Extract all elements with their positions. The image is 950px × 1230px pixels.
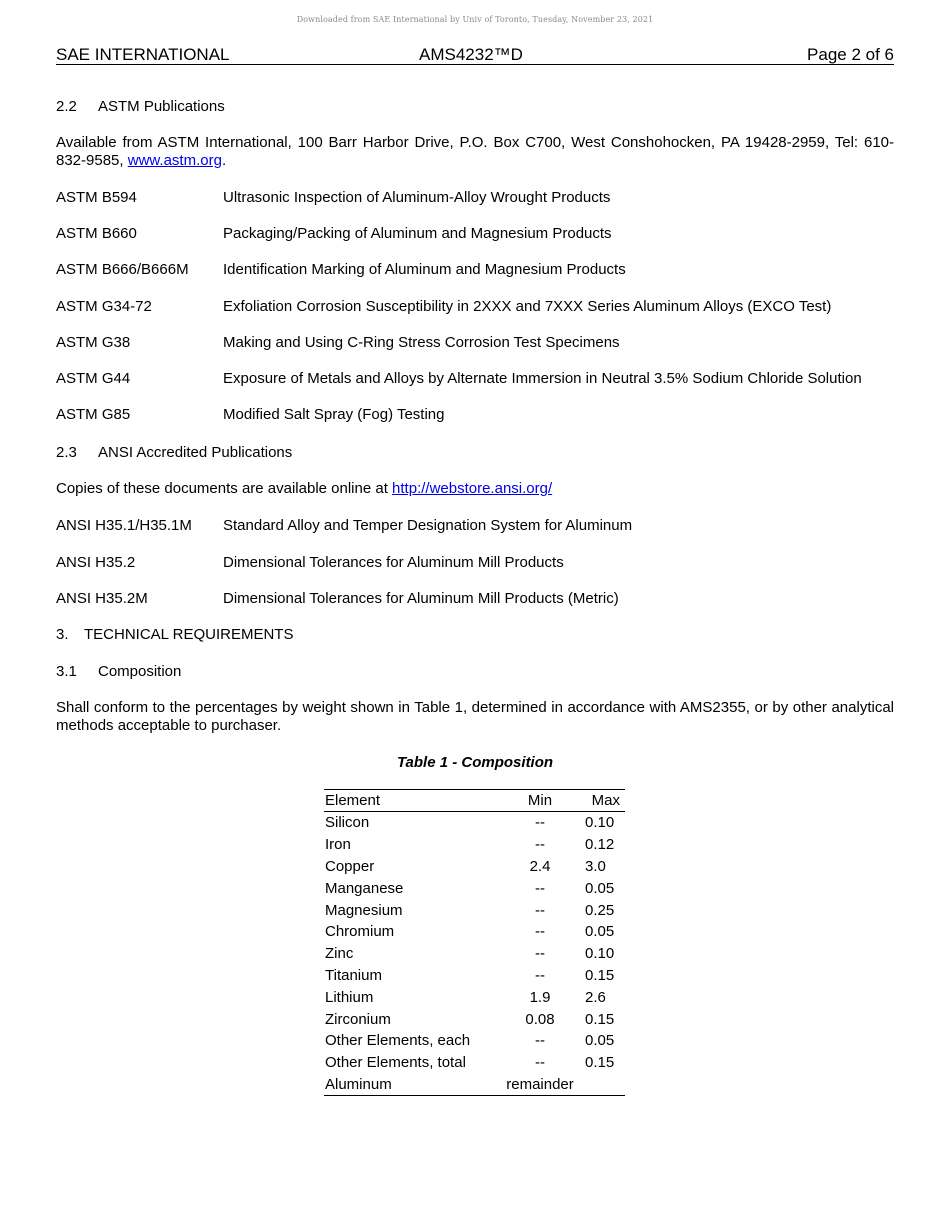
table-row [324, 1074, 625, 1096]
reference-code: ANSI H35.1/H35.1M [56, 517, 192, 534]
reference-title: Modified Salt Spray (Fog) Testing [223, 406, 445, 424]
table-header-row [324, 790, 625, 812]
cell-max: 0.10 [585, 945, 615, 963]
cell-max: 0.15 [585, 1054, 615, 1072]
cell-element: Manganese [325, 879, 404, 897]
header-document-number: AMS4232™D [419, 45, 523, 64]
table-row [324, 1008, 625, 1030]
astm-availability-paragraph [56, 134, 894, 170]
table-row [324, 1030, 625, 1052]
cell-max: 2.6 [585, 988, 606, 1006]
reference-row [56, 406, 445, 423]
table-row [324, 877, 625, 899]
table-row [324, 986, 625, 1008]
table-row [324, 899, 625, 921]
cell-max [583, 1074, 625, 1096]
cell-max: 0.15 [585, 966, 615, 984]
astm-website-link[interactable]: www.astm.org [127, 152, 222, 169]
reference-row [56, 370, 862, 387]
cell-min: -- [535, 1032, 545, 1050]
table-row [324, 965, 625, 987]
download-watermark: Downloaded from SAE International by Univ of Toronto, Tuesday, November 23, 2021 [296, 15, 654, 24]
table-1-title: Table 1 - Composition [396, 754, 554, 771]
section-3-1-heading [56, 663, 181, 680]
cell-max: 0.05 [585, 1032, 615, 1050]
table-row [324, 943, 625, 965]
cell-element: Chromium [325, 923, 395, 941]
cell-max: 0.05 [585, 923, 615, 941]
reference-row [56, 590, 619, 607]
column-header-element: Element [324, 790, 497, 812]
table-row [324, 812, 625, 834]
section-number: 3. [56, 626, 69, 643]
ansi-availability-text: Copies of these documents are available online at [56, 480, 393, 497]
section-number: 2.2 [56, 98, 77, 115]
reference-title: Dimensional Tolerances for Aluminum Mill Products [223, 553, 564, 571]
cell-element: Zirconium [325, 1010, 391, 1028]
cell-element: Magnesium [325, 901, 403, 919]
reference-row [56, 261, 626, 278]
reference-row [56, 334, 620, 351]
cell-min: -- [535, 966, 545, 984]
reference-row [56, 225, 612, 242]
reference-title: Standard Alloy and Temper Designation System for Aluminum [223, 517, 633, 534]
reference-title: Identification Marking of Aluminum and Magnesium Products [223, 261, 626, 279]
cell-element: Other Elements, total [325, 1054, 466, 1072]
cell-min: -- [535, 901, 545, 919]
reference-row [56, 298, 831, 315]
section-2-3-heading [56, 444, 292, 461]
reference-row [56, 517, 632, 534]
reference-title: Dimensional Tolerances for Aluminum Mill Products (Metric) [223, 590, 619, 607]
section-2-2-heading [56, 98, 225, 115]
reference-title: Packaging/Packing of Aluminum and Magnesium Products [223, 225, 612, 243]
reference-title: Exposure of Metals and Alloys by Alternate Immersion in Neutral 3.5% Sodium Chloride Solution [223, 370, 862, 387]
composition-paragraph: Shall conform to the percentages by weight shown in Table 1, determined in accordance with AMS2355, or by other analytical methods acceptable to purchaser. [56, 699, 894, 734]
reference-code: ASTM B666/B666M [56, 261, 189, 279]
cell-element: Titanium [325, 966, 382, 984]
section-title: TECHNICAL REQUIREMENTS [84, 626, 294, 643]
reference-title: Exfoliation Corrosion Susceptibility in 2XXX and 7XXX Series Aluminum Alloys (EXCO Test) [223, 297, 832, 315]
cell-element: Aluminum [325, 1075, 392, 1093]
reference-code: ANSI H35.2M [56, 590, 148, 607]
reference-code: ASTM B660 [56, 225, 137, 243]
reference-title: Making and Using C-Ring Stress Corrosion Test Specimens [223, 333, 620, 351]
header-page-number: Page 2 of 6 [807, 45, 894, 64]
section-number: 3.1 [56, 663, 77, 680]
section-title: ANSI Accredited Publications [98, 444, 293, 461]
cell-element: Silicon [325, 814, 370, 832]
section-3-heading [56, 626, 293, 643]
astm-availability-text: Available from ASTM International, 100 Barr Harbor Drive, P.O. Box C700, West Conshohocken, PA 19428-2959, Tel: 610-832-9585, [56, 134, 894, 169]
cell-max: 3.0 [585, 857, 606, 875]
header-organization: SAE INTERNATIONAL [56, 45, 230, 64]
cell-max: 0.05 [585, 879, 615, 897]
reference-code: ASTM G85 [56, 406, 131, 424]
cell-min: -- [535, 879, 545, 897]
table-row [324, 856, 625, 878]
reference-code: ASTM G44 [56, 370, 131, 387]
column-header-min: Min [497, 790, 583, 812]
cell-min: -- [535, 945, 545, 963]
cell-min: remainder [506, 1075, 574, 1093]
cell-min: -- [535, 923, 545, 941]
cell-min: -- [535, 814, 545, 832]
reference-code: ASTM G38 [56, 333, 131, 351]
table-row [324, 921, 625, 943]
column-header-max: Max [583, 790, 625, 812]
page-header [56, 43, 894, 65]
table-row [324, 834, 625, 856]
cell-min: -- [535, 1054, 545, 1072]
reference-code: ASTM B594 [56, 189, 137, 206]
ansi-webstore-link[interactable]: http://webstore.ansi.org/ [392, 480, 553, 497]
reference-row [56, 554, 564, 571]
cell-max: 0.25 [585, 901, 615, 919]
cell-element: Other Elements, each [325, 1032, 471, 1050]
cell-element: Lithium [325, 988, 374, 1006]
reference-title: Ultrasonic Inspection of Aluminum-Alloy Wrought Products [223, 189, 611, 206]
cell-min: -- [535, 836, 545, 854]
cell-min: 1.9 [529, 988, 551, 1006]
astm-availability-period: . [221, 152, 227, 169]
cell-max: 0.15 [585, 1010, 615, 1028]
table-row [324, 1052, 625, 1074]
composition-table [324, 789, 625, 1096]
cell-min: 0.08 [525, 1010, 555, 1028]
reference-row [56, 189, 610, 206]
cell-element: Zinc [325, 945, 354, 963]
section-title: Composition [98, 663, 182, 680]
cell-max: 0.10 [585, 814, 615, 832]
cell-element: Iron [325, 836, 351, 854]
reference-code: ASTM G34-72 [56, 297, 152, 315]
cell-element: Copper [325, 857, 375, 875]
reference-code: ANSI H35.2 [56, 553, 136, 571]
cell-max: 0.12 [585, 836, 615, 854]
section-number: 2.3 [56, 444, 77, 461]
ansi-availability-paragraph [56, 480, 552, 497]
section-title: ASTM Publications [98, 98, 225, 115]
cell-min: 2.4 [529, 857, 551, 875]
